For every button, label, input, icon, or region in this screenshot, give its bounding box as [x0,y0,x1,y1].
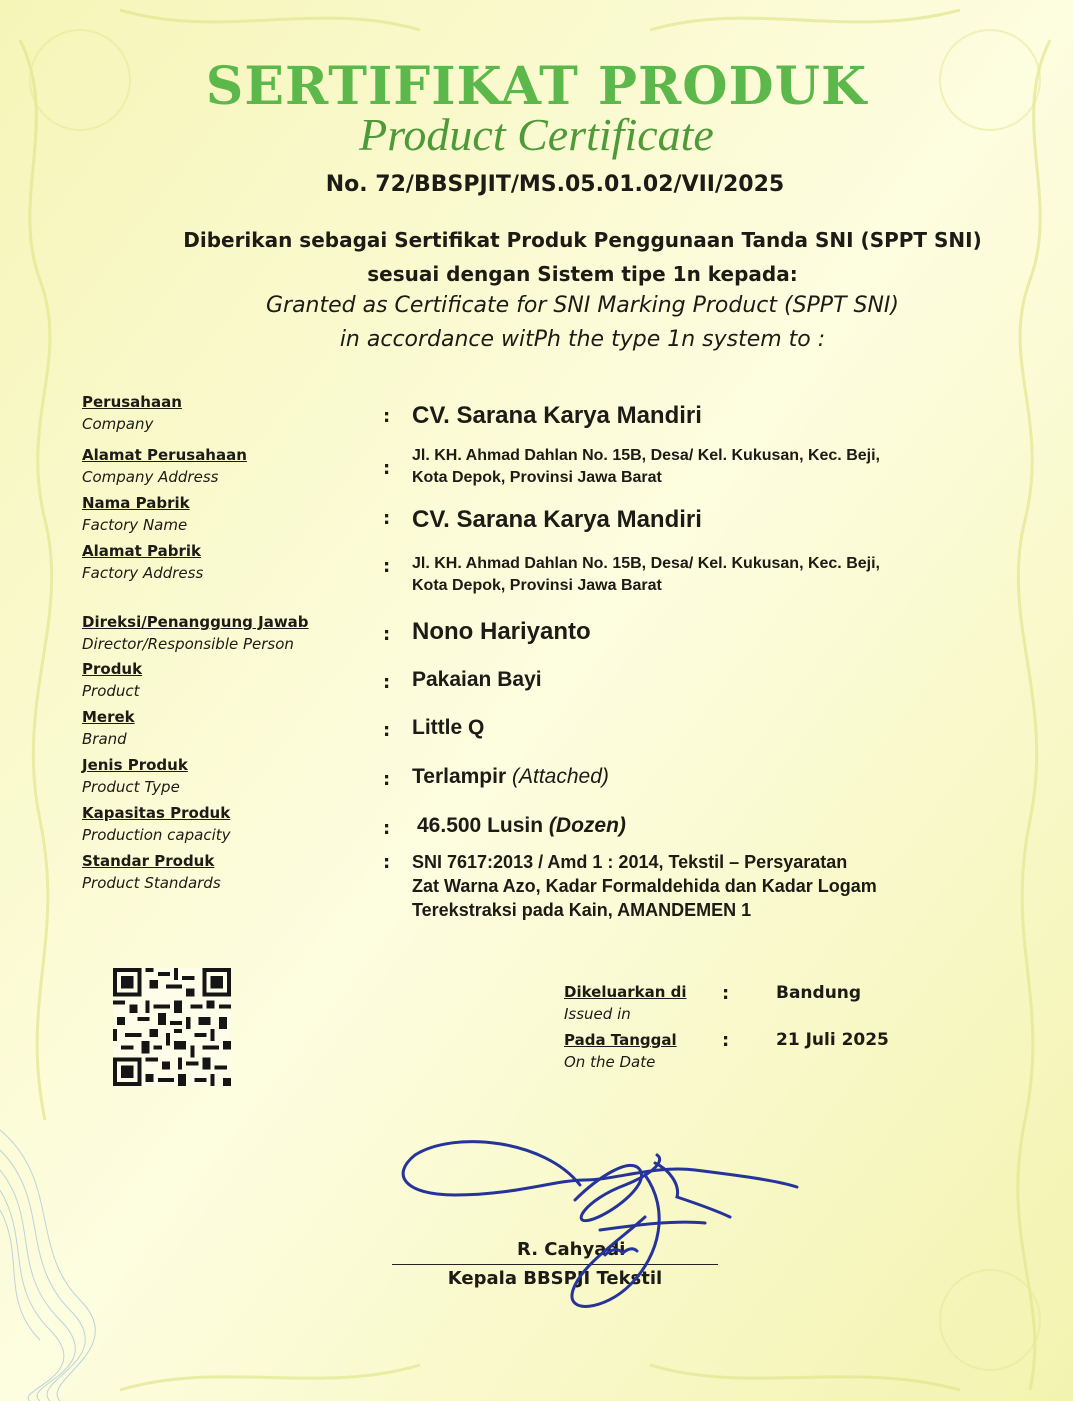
colon: : [383,458,391,479]
director-value: Nono Hariyanto [412,618,591,645]
issue-date-value: 21 Juli 2025 [776,1030,889,1050]
company-address-line-2: Kota Depok, Provinsi Jawa Barat [412,469,662,486]
product-type-text: Terlampir [412,765,507,788]
capacity-text: 46.500 Lusin [417,814,544,837]
factory-name-value: CV. Sarana Karya Mandiri [412,506,702,533]
company-label [82,394,182,433]
director-label-en: Director/Responsible Person [82,635,294,653]
intro-id-line-2: sesuai dengan Sistem tipe 1n kepada: [367,262,798,286]
factory-address-label-en: Factory Address [82,564,204,582]
colon: : [722,1030,730,1051]
capacity-label [82,805,231,844]
signatory-name: R. Cahyadi [517,1239,626,1260]
issued-in-value: Bandung [776,983,862,1003]
colon: : [383,508,391,529]
colon: : [383,672,391,693]
standard-label-id: Standar Produk [82,852,215,870]
colon: : [383,818,391,839]
capacity-label-en: Production capacity [82,826,231,844]
factory-address-line-1: Jl. KH. Ahmad Dahlan No. 15B, Desa/ Kel. Kukusan, Kec. Beji, [412,555,880,572]
brand-label [82,709,135,748]
capacity-label-id: Kapasitas Produk [82,804,231,822]
product-type-label-en: Product Type [82,778,180,796]
company-address-value [412,445,1012,489]
capacity-note: (Dozen) [548,814,626,837]
colon: : [722,983,730,1004]
standard-line-3: Terekstraksi pada Kain, AMANDEMEN 1 [412,900,752,920]
handwritten-signature [395,1125,815,1315]
standard-label [82,853,221,892]
company-address-line-1: Jl. KH. Ahmad Dahlan No. 15B, Desa/ Kel. Kukusan, Kec. Beji, [412,447,880,464]
factory-address-label-id: Alamat Pabrik [82,542,201,560]
signatory-title: Kepala BBSPJI Tekstil [447,1268,663,1289]
colon: : [383,769,391,790]
factory-name-label [82,495,190,534]
standard-value [412,850,992,922]
standard-line-2: Zat Warna Azo, Kadar Formaldehida dan Kadar Logam [412,876,877,896]
product-type-label-id: Jenis Produk [82,756,188,774]
product-value: Pakaian Bayi [412,668,542,691]
product-type-note: (Attached) [512,765,609,788]
factory-address-line-2: Kota Depok, Provinsi Jawa Barat [412,577,662,594]
qr-code [113,968,231,1086]
intro-en-line-1: Granted as Certificate for SNI Marking Product (SPPT SNI) [265,293,899,318]
colon: : [383,720,391,741]
factory-address-value [412,553,1012,597]
colon: : [383,852,391,873]
product-type-value [412,765,609,789]
issued-in-label-en: Issued in [564,1005,631,1023]
certificate-number: No. 72/BBSPJIT/MS.05.01.02/VII/2025 [325,172,785,197]
colon: : [383,556,391,577]
product-type-label [82,757,188,796]
capacity-value [417,814,626,838]
company-label-id: Perusahaan [82,393,182,411]
product-label-id: Produk [82,660,143,678]
director-label [82,614,309,653]
company-address-label [82,447,247,486]
issue-date-label-en: On the Date [564,1053,656,1071]
certificate-title: SERTIFIKAT PRODUK [205,56,868,117]
colon: : [383,406,391,427]
product-label [82,661,142,700]
company-address-label-id: Alamat Perusahaan [82,446,247,464]
intro-en-line-2: in accordance witPh the type 1n system to : [339,327,826,352]
intro-id-line-1: Diberikan sebagai Sertifikat Produk Penggunaan Tanda SNI (SPPT SNI) [183,228,982,252]
factory-address-label [82,543,203,582]
brand-label-en: Brand [82,730,127,748]
issued-in-label [564,984,687,1023]
brand-label-id: Merek [82,708,135,726]
product-label-en: Product [82,682,140,700]
issued-in-label-id: Dikeluarkan di [564,983,687,1001]
issue-date-label [564,1032,677,1071]
standard-line-1: SNI 7617:2013 / Amd 1 : 2014, Tekstil – Persyaratan [412,852,848,872]
factory-name-label-id: Nama Pabrik [82,494,190,512]
issue-date-label-id: Pada Tanggal [564,1031,677,1049]
director-label-id: Direksi/Penanggung Jawab [82,613,309,631]
company-value: CV. Sarana Karya Mandiri [412,402,702,429]
company-address-label-en: Company Address [82,468,219,486]
company-label-en: Company [82,415,154,433]
factory-name-label-en: Factory Name [82,516,188,534]
brand-value: Little Q [412,716,485,739]
certificate-subtitle: Product Certificate [359,109,714,160]
colon: : [383,624,391,645]
standard-label-en: Product Standards [82,874,221,892]
